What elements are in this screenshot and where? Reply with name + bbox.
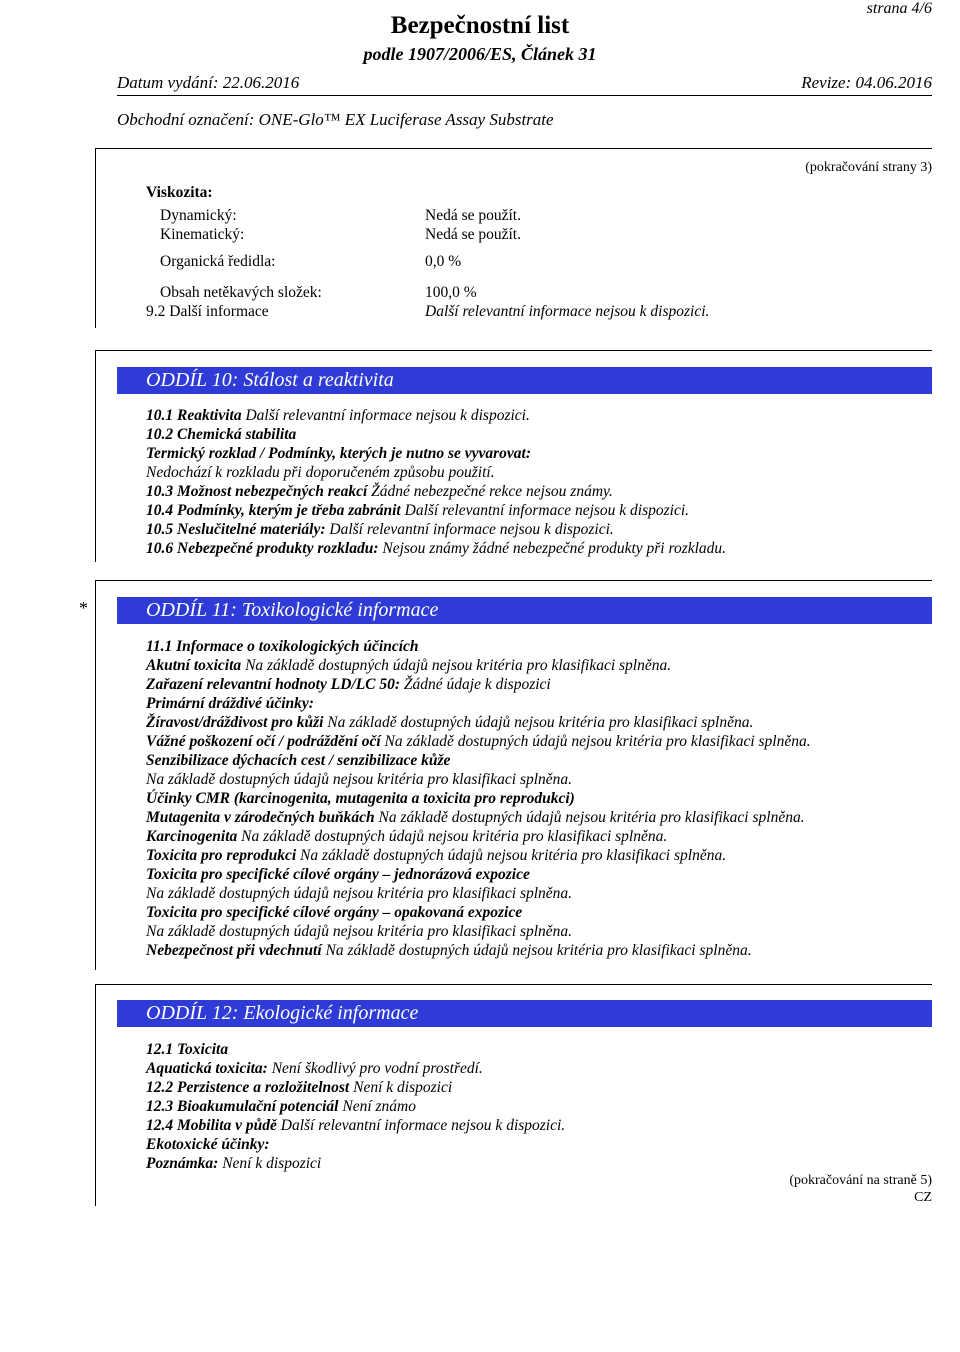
kinematic-row: Kinematický: (160, 226, 245, 243)
organic-solvents-row: Organická ředidla: (160, 253, 276, 270)
s10-chemical-stability: 10.2 Chemická stabilita (146, 426, 297, 443)
dynamic-row: Dynamický: (160, 207, 237, 224)
section-11-title: ODDÍL 11: Toxikologické informace (146, 599, 439, 621)
viscosity-label: Viskozita: (146, 184, 213, 201)
s10-decomposition-products: 10.6 Nebezpečné produkty rozkladu: Nejsou známy žádné nebezpečné produkty při rozkladu. (146, 540, 727, 557)
nonvolatile-row: Obsah netěkavých složek: (160, 284, 322, 301)
continued-to: (pokračování na straně 5) (789, 1173, 932, 1188)
issue-date: Datum vydání: 22.06.2016 (117, 73, 300, 92)
revision-date: Revize: 04.06.2016 (801, 73, 932, 92)
s12-toxicity: 12.1 Toxicita (146, 1041, 229, 1058)
document-subtitle: podle 1907/2006/ES, Článek 31 (363, 44, 597, 64)
trade-name: Obchodní označení: ONE-Glo™ EX Luciferase Assay Substrate (117, 110, 554, 129)
s11-line-1: 11.1 Informace o toxikologických účincích (146, 638, 419, 655)
s11-acute-toxicity: Akutní toxicita Na základě dostupných údajů nejsou kritéria pro klasifikaci splněna. (146, 657, 672, 674)
s12-ecotoxic-effects: Ekotoxické účinky: (146, 1136, 270, 1153)
s10-thermal-decomposition: Termický rozklad / Podmínky, kterých je nutno se vyvarovat: (146, 445, 532, 462)
s12-aquatic-toxicity: Aquatická toxicita: Není škodlivý pro vodní prostředí. (146, 1060, 483, 1077)
s12-persistence: 12.2 Perzistence a rozložitelnost Není k dispozici (146, 1079, 453, 1096)
s11-primary-irritant: Primární dráždivé účinky: (146, 695, 314, 712)
s11-stot-single-value: Na základě dostupných údajů nejsou kritéria pro klasifikaci splněna. (146, 885, 573, 902)
section-12-title: ODDÍL 12: Ekologické informace (146, 1002, 419, 1024)
continued-from: (pokračování strany 3) (805, 160, 932, 175)
s11-sensitisation-value: Na základě dostupných údajů nejsou kritéria pro klasifikaci splněna. (146, 771, 573, 788)
s11-aspiration-hazard: Nebezpečnost při vdechnutí Na základě dostupných údajů nejsou kritéria pro klasifikaci splněna. (146, 942, 752, 959)
header-divider (117, 95, 932, 96)
s11-reproductive-toxicity: Toxicita pro reprodukci Na základě dostupných údajů nejsou kritéria pro klasifikaci splněna. (146, 847, 727, 864)
s10-hazardous-reactions: 10.3 Možnost nebezpečných reakcí Žádné nebezpečné rekce nejsou známy. (146, 483, 613, 500)
s11-ld-lc50: Zařazení relevantní hodnoty LD/LC 50: Žádné údaje k dispozici (146, 676, 551, 693)
s10-no-decomposition: Nedochází k rozkladu při doporučeném způsobu použití. (146, 464, 495, 481)
s11-stot-repeated-value: Na základě dostupných údajů nejsou kritéria pro klasifikaci splněna. (146, 923, 573, 940)
s12-mobility: 12.4 Mobilita v půdě Další relevantní informace nejsou k dispozici. (146, 1117, 566, 1134)
s11-carcinogenicity: Karcinogenita Na základě dostupných údajů nejsou kritéria pro klasifikaci splněna. (146, 828, 668, 845)
nonvolatile-value: 100,0 % (425, 284, 477, 301)
s11-cmr-effects: Účinky CMR (karcinogenita, mutagenita a toxicita pro reprodukci) (146, 790, 575, 807)
s12-bioaccumulation: 12.3 Bioakumulační potenciál Není známo (146, 1098, 416, 1115)
s12-note: Poznámka: Není k dispozici (146, 1155, 322, 1172)
s11-stot-single: Toxicita pro specifické cílové orgány – jednorázová expozice (146, 866, 530, 883)
s11-stot-repeated: Toxicita pro specifické cílové orgány – opakovaná expozice (146, 904, 523, 921)
dynamic-value: Nedá se použít. (425, 207, 521, 224)
s11-mutagenicity: Mutagenita v zárodečných buňkách Na základě dostupných údajů nejsou kritéria pro klasifikaci splněna. (146, 809, 805, 826)
s10-conditions-to-avoid: 10.4 Podmínky, kterým je třeba zabránit Další relevantní informace nejsou k dispozici. (146, 502, 690, 519)
kinematic-value: Nedá se použít. (425, 226, 521, 243)
s11-skin-corrosion: Žíravost/dráždivost pro kůži Na základě dostupných údajů nejsou kritéria pro klasifikaci splněna. (146, 714, 754, 731)
s11-sensitisation: Senzibilizace dýchacích cest / senzibilizace kůže (146, 752, 451, 769)
s10-reactivity: 10.1 Reaktivita Další relevantní informace nejsou k dispozici. (146, 407, 530, 424)
s10-incompatible-materials: 10.5 Neslučitelné materiály: Další relevantní informace nejsou k dispozici. (146, 521, 614, 538)
section-10-title: ODDÍL 10: Stálost a reaktivita (146, 369, 394, 391)
other-info-row: 9.2 Další informace (146, 303, 269, 320)
s11-eye-damage: Vážné poškození očí / podráždění očí Na základě dostupných údajů nejsou kritéria pro klasifikaci splněna. (146, 733, 811, 750)
organic-solvents-value: 0,0 % (425, 253, 462, 270)
page-number: strana 4/6 (866, 0, 932, 17)
other-info-value: Další relevantní informace nejsou k dispozici. (425, 303, 710, 320)
language-code: CZ (914, 1190, 932, 1205)
revision-star: * (79, 598, 88, 618)
document-title: Bezpečnostní list (390, 12, 570, 39)
